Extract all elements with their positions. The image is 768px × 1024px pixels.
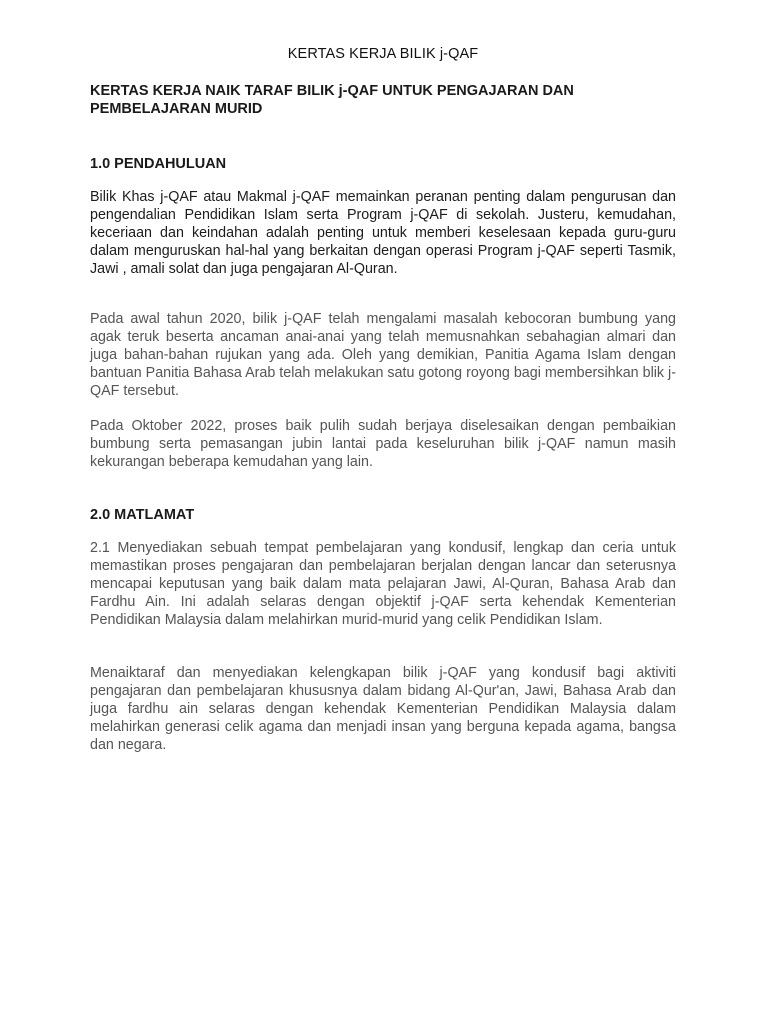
spacer xyxy=(90,278,676,310)
document-subtitle: KERTAS KERJA NAIK TARAF BILIK j-QAF UNTUK PENGAJARAN DAN PEMBELAJARAN MURID xyxy=(90,83,574,117)
paragraph-matlamat-1: 2.1 Menyediakan sebuah tempat pembelajaran yang kondusif, lengkap dan ceria untuk memastikan proses pengajaran dan pembelajaran berjalan dengan lancar dan seterusnya mencapai keputusan yang baik dalam mata pelajaran Jawi, Al-Quran, Bahasa Arab dan Fardhu Ain. Ini adalah selaras dengan objektif j-QAF serta kehendak Kementerian Pendidikan Malaysia dalam melahirkan murid-murid yang celik Pendidikan Islam. xyxy=(90,540,676,628)
spacer xyxy=(90,471,676,507)
spacer xyxy=(90,400,676,417)
paragraph-pendahuluan-1: Bilik Khas j-QAF atau Makmal j-QAF memainkan peranan penting dalam pengurusan dan pengendalian Pendidikan Islam serta Program j-QAF di sekolah. Justeru, kemudahan, keceriaan dan keindahan adalah penting untuk memberi keselesaan kepada guru-guru dalam menguruskan hal-hal yang berkaitan dengan operasi Program j-QAF seperti Tasmik, Jawi , amali solat dan juga pengajaran Al-Quran. xyxy=(90,189,676,277)
paragraph-pendahuluan-2: Pada awal tahun 2020, bilik j-QAF telah mengalami masalah kebocoran bumbung yang agak teruk beserta ancaman anai-anai yang telah memusnahkan sebahagian almari dan juga bahan-bahan rujukan yang ada. Oleh yang demikian, Panitia Agama Islam dengan bantuan Panitia Bahasa Arab telah melakukan satu gotong royong bagi membersihkan blik j-QAF tersebut. xyxy=(90,311,676,399)
section-heading-pendahuluan: 1.0 PENDAHULUAN xyxy=(90,156,227,172)
document-page xyxy=(90,40,676,754)
paragraph-pendahuluan-3: Pada Oktober 2022, proses baik pulih sudah berjaya diselesaikan dengan pembaikian bumbung serta pemasangan jubin lantai pada keseluruhan bilik j-QAF namun masih kekurangan beberapa kemudahan yang lain. xyxy=(90,418,676,470)
spacer xyxy=(90,629,676,664)
document-title: KERTAS KERJA BILIK j-QAF xyxy=(287,46,479,62)
section-heading-matlamat: 2.0 MATLAMAT xyxy=(90,507,195,523)
paragraph-matlamat-2: Menaiktaraf dan menyediakan kelengkapan bilik j-QAF yang kondusif bagi aktiviti pengajaran dan pembelajaran khususnya dalam bidang Al-Qur'an, Jawi, Bahasa Arab dan juga fardhu ain selaras dengan kehendak Kementerian Pendidikan Malaysia dalam melahirkan generasi celik agama dan menjadi insan yang berguna kepada agama, bangsa dan negara. xyxy=(90,665,676,753)
